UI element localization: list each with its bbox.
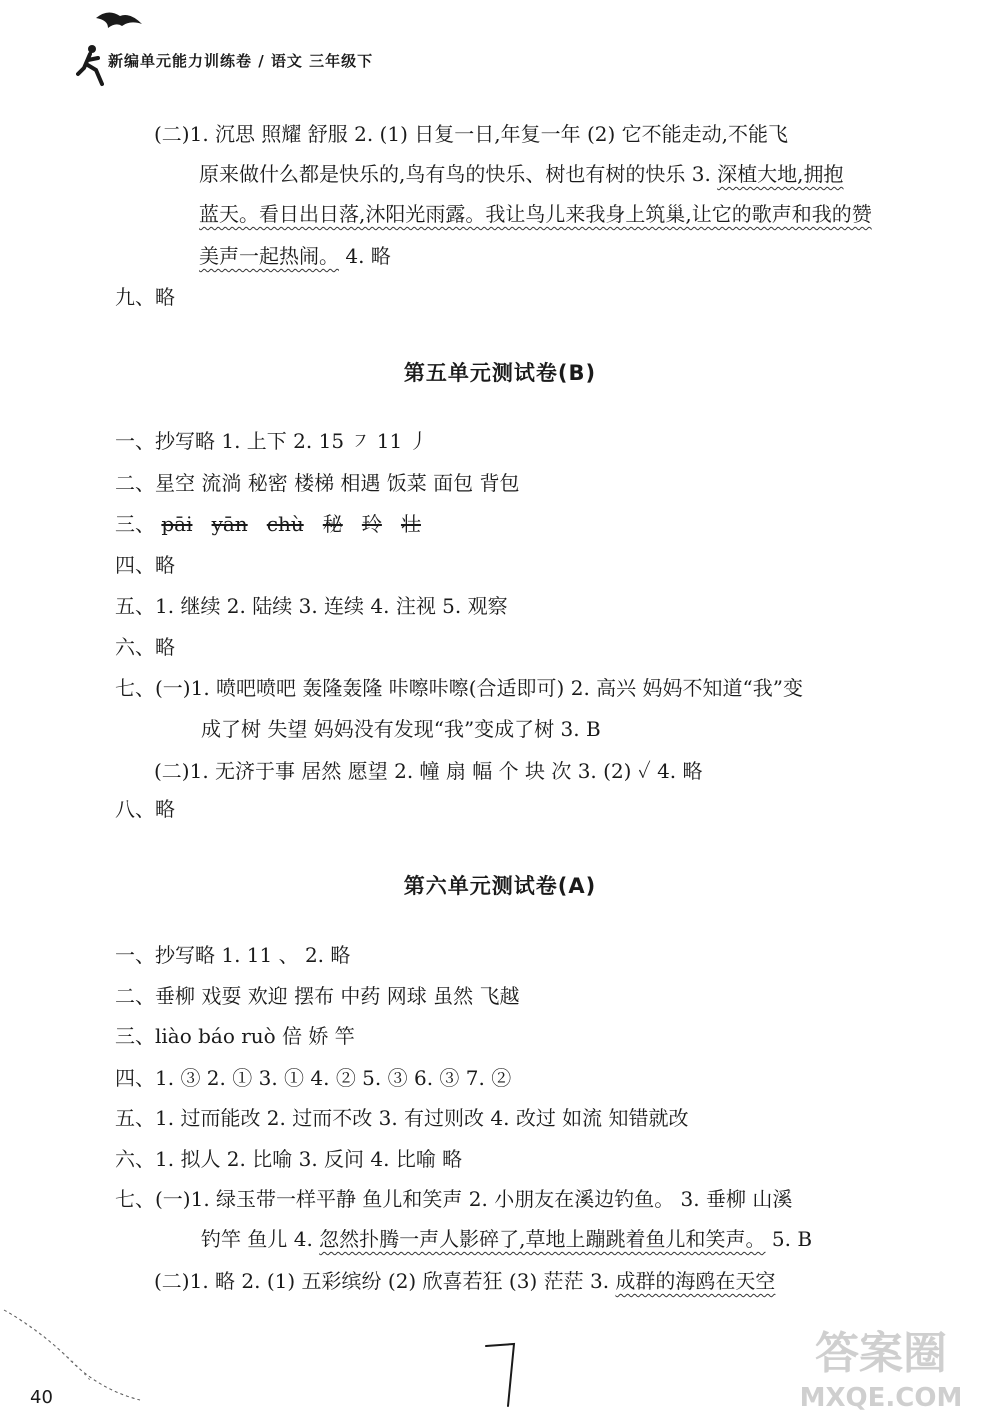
answer-line: 七、(一)1. 喷吧喷吧 轰隆轰隆 咔嚓咔嚓(合适即可) 2. 高兴 妈妈不知道“我”变 <box>115 676 803 700</box>
answer-line: 六、1. 拟人 2. 比喻 3. 反问 4. 比喻 略 <box>115 1147 463 1171</box>
struck-item: 玲 <box>361 512 382 536</box>
answer-line: 八、略 <box>115 797 175 821</box>
answer-line: 三、liào báo ruò 倍 娇 竿 <box>115 1024 355 1048</box>
answer-text: 钓竿 鱼儿 4. <box>201 1227 320 1251</box>
book-title: 新编单元能力训练卷 / 语文 三年级下 <box>108 52 374 70</box>
watermark-title: 答案圈 <box>815 1328 947 1379</box>
struck-item: 秘 <box>322 512 343 536</box>
wavy-underlined-text: 美声一起热闹。 <box>199 244 339 268</box>
answer-line: 二、星空 流淌 秘密 楼梯 相遇 饭菜 面包 背包 <box>115 471 520 495</box>
answer-line <box>199 160 844 188</box>
answer-line: 六、略 <box>115 635 175 659</box>
page-header <box>76 0 576 90</box>
wavy-underlined-text: 成群的海鸥在天空 <box>615 1269 776 1293</box>
struck-item: 壮 <box>400 512 421 536</box>
answer-line: 二、垂柳 戏耍 欢迎 摆布 中药 网球 虽然 飞越 <box>115 984 520 1008</box>
answer-line: 四、略 <box>115 553 175 577</box>
wavy-underlined-text: 蓝天。看日出日落,沐阳光雨露。我让鸟儿来我身上筑巢,让它的歌声和我的赞 <box>199 202 872 226</box>
site-watermark-logo <box>770 1318 992 1414</box>
handwritten-mark-icon <box>482 1340 522 1410</box>
section-title-unit5b: 第五单元测试卷(B) <box>403 361 597 385</box>
struck-item: chù <box>266 512 304 536</box>
answer-text: 原来做什么都是快乐的,鸟有鸟的快乐、树也有树的快乐 3. <box>199 162 718 186</box>
answer-line: 一、抄写略 1. 11 、 2. 略 <box>115 943 351 967</box>
struck-item: pāi <box>161 512 193 536</box>
answer-text: 4. 略 <box>339 244 391 268</box>
answer-line <box>199 242 391 270</box>
answer-line: (二)1. 沉思 照耀 舒服 2. (1) 日复一日,年复一年 (2) 它不能走动,不能飞 <box>154 122 789 146</box>
answer-line <box>154 1267 775 1295</box>
bird-logo-icon <box>94 6 144 46</box>
answer-text: 三、 <box>115 512 155 536</box>
wavy-underlined-text: 忽然扑腾一声人影碎了,草地上蹦跳着鱼儿和笑声。 <box>319 1227 766 1251</box>
section-title-unit6a: 第六单元测试卷(A) <box>403 874 597 898</box>
answer-line: 七、(一)1. 绿玉带一样平静 鱼儿和笑声 2. 小朋友在溪边钓鱼。 3. 垂柳 山溪 <box>115 1187 793 1211</box>
struck-item: yān <box>211 512 248 536</box>
answer-line: 五、1. 继续 2. 陆续 3. 连续 4. 注视 5. 观察 <box>115 594 508 618</box>
answer-line: 九、略 <box>115 285 175 309</box>
watermark-url: MXQE.COM <box>799 1383 963 1413</box>
answer-line: 五、1. 过而能改 2. 过而不改 3. 有过则改 4. 改过 如流 知错就改 <box>115 1106 689 1130</box>
answer-text: (二)1. 略 2. (1) 五彩缤纷 (2) 欣喜若狂 (3) 茫茫 3. <box>154 1269 616 1293</box>
runner-logo-icon <box>76 44 104 88</box>
answer-line: (二)1. 无济于事 居然 愿望 2. 幢 扇 幅 个 块 次 3. (2) ✓ 4. 略 <box>154 759 703 783</box>
answer-line: 四、1. ③ 2. ① 3. ① 4. ② 5. ③ 6. ③ 7. ② <box>115 1066 512 1090</box>
page-number: 40 <box>30 1387 53 1408</box>
wavy-underlined-text: 深植大地,拥抱 <box>717 162 844 186</box>
answer-line <box>115 510 421 538</box>
answer-line <box>201 1225 812 1253</box>
answer-line <box>199 200 872 228</box>
answer-line: 成了树 失望 妈妈没有发现“我”变成了树 3. B <box>201 717 601 741</box>
answer-line: 一、抄写略 1. 上下 2. 15 ㇇ 11 丿 <box>115 429 429 453</box>
answer-text: 5. B <box>765 1227 813 1251</box>
